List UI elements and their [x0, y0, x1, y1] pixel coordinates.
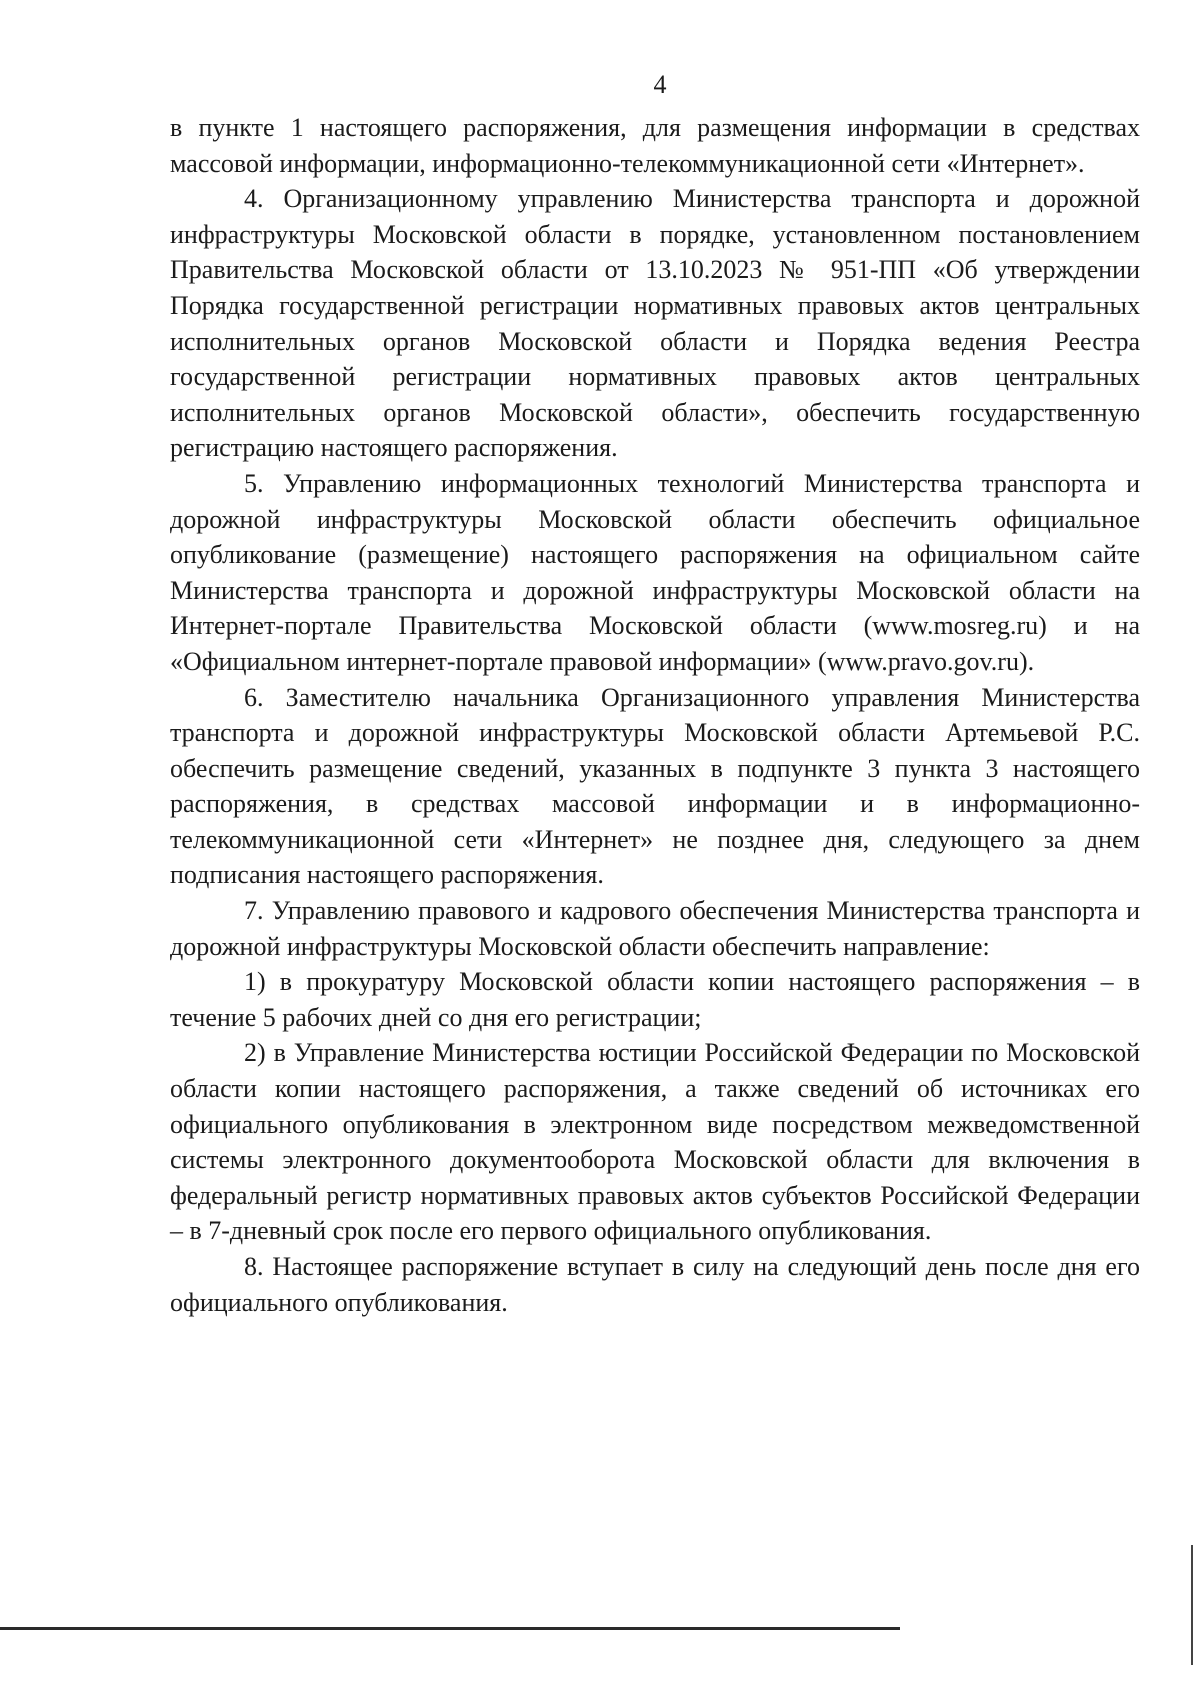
scan-edge-mark: [1191, 1545, 1193, 1665]
paragraph-subitem-2: 2) в Управление Министерства юстиции Российской Федерации по Московской области копии настоящего распоряжения, а также сведений об источниках его официального опубликования в электронном виде посредством межведомственной системы электронного документооборота Московской области для включения в федеральный регистр нормативных правовых актов субъектов Российской Федерации – в 7-дневный срок после его первого официального опубликования.: [170, 1038, 1140, 1246]
paragraph-subitem-1: 1) в прокуратуру Московской области копии настоящего распоряжения – в течение 5 рабочих дней со дня его регистрации;: [170, 967, 1140, 1032]
page-number: 4: [653, 70, 667, 99]
paragraph-item-5: 5. Управлению информационных технологий Министерства транспорта и дорожной инфраструктуры Московской области обеспечить официальное опубликование (размещение) настоящего распоряжения на официальном сайте Министерства транспорта и дорожной инфраструктуры Московской области на Интернет-портале Правительства Московской области (www.mosreg.ru) и на «Официальном интернет-портале правовой информации» (www.pravo.gov.ru).: [170, 468, 1140, 676]
paragraph-item-7: 7. Управлению правового и кадрового обеспечения Министерства транспорта и дорожной инфраструктуры Московской области обеспечить направление:: [170, 896, 1140, 961]
paragraph-continuation: в пункте 1 настоящего распоряжения, для размещения информации в средствах массовой информации, информационно-телекоммуникационной сети «Интернет».: [170, 113, 1140, 178]
paragraph-item-4: 4. Организационному управлению Министерства транспорта и дорожной инфраструктуры Московской области в порядке, установленном постановлением Правительства Московской области от 13.10.2023 № 951-ПП «Об утверждении Порядка государственной регистрации нормативных правовых актов центральных исполнительных органов Московской области и Порядка ведения Реестра государственной регистрации нормативных правовых актов центральных исполнительных органов Московской области», обеспечить государственную регистрацию настоящего распоряжения.: [170, 184, 1140, 463]
paragraph-item-6: 6. Заместителю начальника Организационного управления Министерства транспорта и дорожной инфраструктуры Московской области Артемьевой Р.С. обеспечить размещение сведений, указанных в подпункте 3 пункта 3 настоящего распоряжения, в средствах массовой информации и в информационно-телекоммуникационной сети «Интернет» не позднее дня, следующего за днем подписания настоящего распоряжения.: [170, 682, 1140, 890]
scan-bottom-rule: [0, 1627, 900, 1630]
paragraph-item-8: 8. Настоящее распоряжение вступает в силу на следующий день после дня его официального опубликования.: [170, 1252, 1140, 1317]
document-body: [170, 110, 1140, 1320]
